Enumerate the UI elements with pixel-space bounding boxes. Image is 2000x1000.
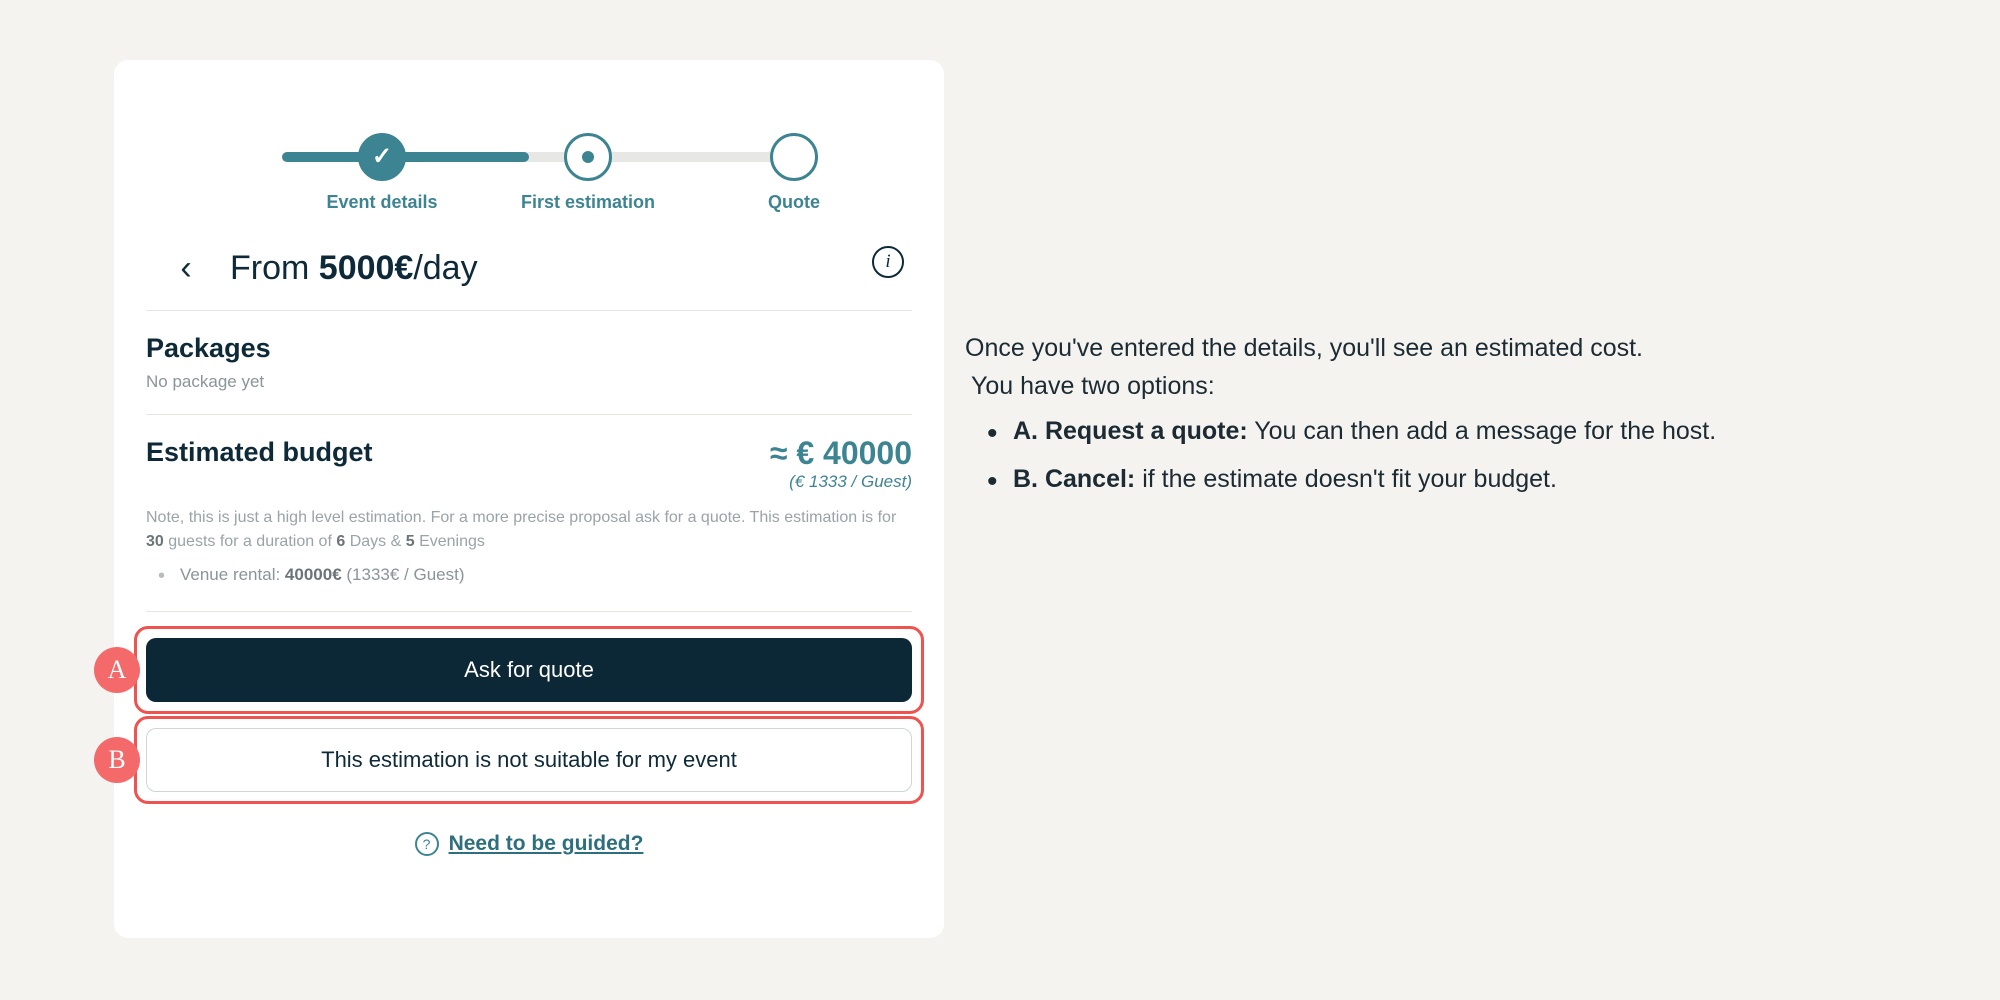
budget-note [146, 506, 912, 552]
annotation-option-a-label: A. Request a quote: [1013, 417, 1248, 445]
budget-header [146, 437, 912, 490]
annotation-option-a-text: You can then add a message for the host. [1247, 417, 1717, 445]
question-mark-icon: ? [415, 832, 439, 856]
stepper-track [282, 152, 776, 162]
annotation-badge-b: B [94, 737, 140, 783]
stepper-step-quote[interactable] [770, 133, 818, 181]
annotation-panel [965, 330, 1945, 508]
packages-title: Packages [146, 333, 271, 363]
packages-section [146, 311, 912, 415]
budget-line-item-detail: (1333€ / Guest) [341, 564, 465, 584]
need-to-be-guided-link[interactable] [146, 832, 912, 856]
budget-line-item [174, 565, 912, 585]
stepper-label-quote: Quote [768, 192, 820, 212]
ask-for-quote-button[interactable]: Ask for quote [146, 638, 912, 702]
back-chevron-icon[interactable]: ‹ [180, 249, 192, 287]
budget-line-item-label: Venue rental: [180, 564, 285, 584]
budget-note-part3: Days & [345, 532, 406, 550]
annotation-option-a [1013, 413, 1945, 451]
not-suitable-wrapper [108, 728, 912, 792]
annotation-option-b-text: if the estimate doesn't fit your budget. [1135, 464, 1557, 493]
stepper-step-first-estimation[interactable] [564, 133, 612, 181]
stepper-label-event-details: Event details [326, 192, 438, 212]
budget-amount-block [770, 437, 912, 490]
stepper-step-event-details[interactable] [358, 133, 406, 181]
estimated-budget-section [146, 415, 912, 612]
annotation-options-list [965, 413, 1945, 498]
budget-line-items [146, 565, 912, 585]
not-suitable-button[interactable]: This estimation is not suitable for my event [146, 728, 912, 792]
annotation-option-b [1013, 461, 1945, 499]
current-step-dot-icon [582, 151, 594, 163]
page-title-suffix: /day [413, 248, 478, 287]
budget-note-part2: guests for a duration of [163, 532, 337, 550]
annotation-line-2: You have two options: [971, 371, 1215, 400]
check-icon: ✓ [371, 143, 393, 170]
budget-line-item-value: 40000€ [284, 564, 342, 584]
page-title-value: 5000€ [318, 248, 414, 287]
budget-per-guest: (€ 1333 / Guest) [789, 471, 912, 491]
budget-amount: ≈ € 40000 [769, 435, 912, 471]
estimation-card [107, 60, 944, 938]
budget-note-part4: Evenings [414, 532, 485, 550]
need-to-be-guided-label: Need to be guided? [448, 831, 644, 855]
info-icon[interactable]: i [872, 246, 904, 278]
page-title [230, 249, 478, 288]
stepper-label-first-estimation: First estimation [520, 192, 656, 212]
annotation-badge-a: A [94, 647, 140, 693]
annotation-line-1: Once you've entered the details, you'll see an estimated cost. [965, 334, 1643, 362]
budget-title: Estimated budget [146, 437, 373, 467]
page-title-row [146, 226, 912, 311]
page-title-prefix: From [230, 248, 319, 287]
budget-note-evenings: 5 [405, 532, 415, 550]
budget-note-guests: 30 [146, 532, 164, 550]
budget-note-part1: Note, this is just a high level estimation. For a more precise proposal ask for a quote. This estimation is for [146, 509, 897, 527]
annotation-option-b-label: B. Cancel: [1013, 464, 1136, 493]
budget-note-days: 6 [336, 532, 346, 550]
packages-empty-text: No package yet [146, 372, 265, 391]
ask-for-quote-wrapper [107, 638, 912, 702]
progress-stepper [146, 100, 912, 220]
